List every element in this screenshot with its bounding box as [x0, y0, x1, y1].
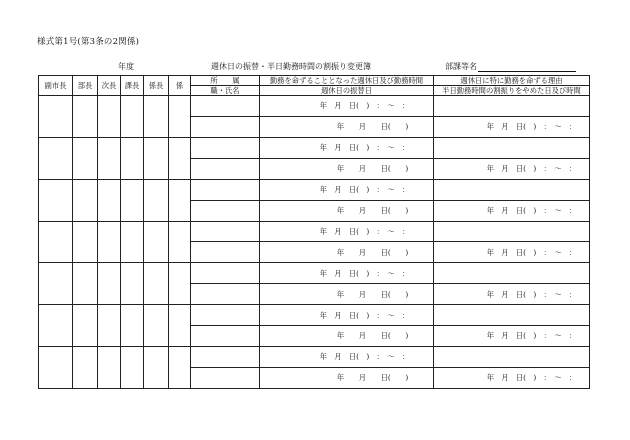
stamp-deputy-director-cell[interactable]	[98, 263, 121, 305]
name-cell[interactable]	[191, 158, 260, 179]
halfday-date-cell[interactable]: 年 月 日( ) ： ～ ：	[434, 367, 590, 388]
work-date-cell[interactable]: 年 月 日( ) ： ～ ：	[260, 221, 434, 242]
stamp-section-chief-cell[interactable]	[121, 305, 144, 347]
stamp-unit-chief-cell[interactable]	[144, 137, 169, 179]
work-day-header: 勤務を命ずることとなった週休日及び勤務時間	[260, 76, 434, 86]
transfer-date-cell[interactable]: 年 月 日( )	[260, 284, 434, 305]
stamp-staff-cell[interactable]	[169, 96, 191, 138]
name-cell[interactable]	[191, 200, 260, 221]
reason-cell[interactable]	[434, 263, 590, 284]
stamp-staff-cell[interactable]	[169, 305, 191, 347]
stamp-staff-cell[interactable]	[169, 347, 191, 389]
entry-row	[39, 263, 590, 284]
name-cell[interactable]	[191, 116, 260, 137]
stamp-vice-mayor-cell[interactable]	[39, 179, 73, 221]
stamp-vice-mayor-cell[interactable]	[39, 137, 73, 179]
transfer-day-header: 週休日の振替日	[260, 86, 434, 96]
stamp-vice-mayor-cell[interactable]	[39, 221, 73, 263]
approver-header-director: 部長	[73, 76, 98, 96]
stamp-staff-cell[interactable]	[169, 263, 191, 305]
fiscal-year-label: 年度	[118, 62, 134, 71]
entry-row	[39, 305, 590, 326]
reason-cell[interactable]	[434, 179, 590, 200]
stamp-unit-chief-cell[interactable]	[144, 305, 169, 347]
stamp-unit-chief-cell[interactable]	[144, 221, 169, 263]
name-cell[interactable]	[191, 284, 260, 305]
department-underline	[478, 63, 576, 72]
name-cell[interactable]	[191, 242, 260, 263]
affiliation-header: 所 属	[191, 76, 260, 86]
stamp-deputy-director-cell[interactable]	[98, 347, 121, 389]
affiliation-cell[interactable]	[191, 221, 260, 242]
stamp-director-cell[interactable]	[73, 263, 98, 305]
transfer-date-cell[interactable]: 年 月 日( )	[260, 367, 434, 388]
stamp-vice-mayor-cell[interactable]	[39, 263, 73, 305]
affiliation-cell[interactable]	[191, 305, 260, 326]
affiliation-cell[interactable]	[191, 137, 260, 158]
stamp-deputy-director-cell[interactable]	[98, 179, 121, 221]
reason-cell[interactable]	[434, 96, 590, 117]
stamp-staff-cell[interactable]	[169, 179, 191, 221]
stamp-deputy-director-cell[interactable]	[98, 137, 121, 179]
entry-row	[39, 221, 590, 242]
stamp-section-chief-cell[interactable]	[121, 137, 144, 179]
stamp-deputy-director-cell[interactable]	[98, 305, 121, 347]
stamp-vice-mayor-cell[interactable]	[39, 347, 73, 389]
entry-row	[39, 347, 590, 368]
affiliation-cell[interactable]	[191, 96, 260, 117]
department-label: 部課等名	[445, 62, 477, 71]
transfer-date-cell[interactable]: 年 月 日( )	[260, 116, 434, 137]
stamp-deputy-director-cell[interactable]	[98, 221, 121, 263]
approver-header-staff: 係	[169, 76, 191, 96]
transfer-date-cell[interactable]: 年 月 日( )	[260, 326, 434, 347]
stamp-director-cell[interactable]	[73, 347, 98, 389]
stamp-section-chief-cell[interactable]	[121, 221, 144, 263]
transfer-date-cell[interactable]: 年 月 日( )	[260, 242, 434, 263]
entry-row	[39, 179, 590, 200]
halfday-date-cell[interactable]: 年 月 日( ) ： ～ ：	[434, 158, 590, 179]
stamp-section-chief-cell[interactable]	[121, 263, 144, 305]
halfday-date-cell[interactable]: 年 月 日( ) ： ～ ：	[434, 284, 590, 305]
reason-header: 週休日に特に勤務を命ずる理由	[434, 76, 590, 86]
entry-row	[39, 137, 590, 158]
reason-cell[interactable]	[434, 221, 590, 242]
stamp-section-chief-cell[interactable]	[121, 347, 144, 389]
stamp-deputy-director-cell[interactable]	[98, 96, 121, 138]
work-date-cell[interactable]: 年 月 日( ) ： ～ ：	[260, 137, 434, 158]
name-header: 職・氏名	[191, 86, 260, 96]
work-date-cell[interactable]: 年 月 日( ) ： ～ ：	[260, 305, 434, 326]
work-date-cell[interactable]: 年 月 日( ) ： ～ ：	[260, 96, 434, 117]
form-number: 様式第1号(第3条の2関係)	[37, 37, 140, 47]
entry-row	[39, 96, 590, 117]
stamp-vice-mayor-cell[interactable]	[39, 305, 73, 347]
stamp-section-chief-cell[interactable]	[121, 96, 144, 138]
stamp-director-cell[interactable]	[73, 137, 98, 179]
stamp-director-cell[interactable]	[73, 96, 98, 138]
approver-header-deputy-director: 次長	[98, 76, 121, 96]
approver-header-vice-mayor: 副市長	[39, 76, 73, 96]
transfer-date-cell[interactable]: 年 月 日( )	[260, 200, 434, 221]
affiliation-cell[interactable]	[191, 263, 260, 284]
stamp-unit-chief-cell[interactable]	[144, 179, 169, 221]
approver-header-unit-chief: 係長	[144, 76, 169, 96]
name-cell[interactable]	[191, 326, 260, 347]
halfday-date-cell[interactable]: 年 月 日( ) ： ～ ：	[434, 200, 590, 221]
work-date-cell[interactable]: 年 月 日( ) ： ～ ：	[260, 263, 434, 284]
stamp-unit-chief-cell[interactable]	[144, 347, 169, 389]
stamp-unit-chief-cell[interactable]	[144, 263, 169, 305]
reason-cell[interactable]	[434, 347, 590, 368]
halfday-date-cell[interactable]: 年 月 日( ) ： ～ ：	[434, 116, 590, 137]
halfday-date-cell[interactable]: 年 月 日( ) ： ～ ：	[434, 326, 590, 347]
stamp-unit-chief-cell[interactable]	[144, 96, 169, 138]
department-field[interactable]	[445, 61, 576, 72]
reason-cell[interactable]	[434, 305, 590, 326]
document-title: 週休日の振替・半日勤務時間の割振り変更簿	[211, 62, 371, 71]
halfday-date-cell[interactable]: 年 月 日( ) ： ～ ：	[434, 242, 590, 263]
stamp-vice-mayor-cell[interactable]	[39, 96, 73, 138]
approver-header-section-chief: 課長	[121, 76, 144, 96]
halfday-header: 半日勤務時間の割振りをやめた日及び時間	[434, 86, 590, 96]
stamp-staff-cell[interactable]	[169, 221, 191, 263]
affiliation-cell[interactable]	[191, 347, 260, 368]
stamp-staff-cell[interactable]	[169, 137, 191, 179]
work-date-cell[interactable]: 年 月 日( ) ： ～ ：	[260, 347, 434, 368]
reason-cell[interactable]	[434, 137, 590, 158]
name-cell[interactable]	[191, 367, 260, 388]
stamp-director-cell[interactable]	[73, 179, 98, 221]
stamp-director-cell[interactable]	[73, 305, 98, 347]
affiliation-cell[interactable]	[191, 179, 260, 200]
change-register-table	[38, 75, 590, 389]
work-date-cell[interactable]: 年 月 日( ) ： ～ ：	[260, 179, 434, 200]
stamp-section-chief-cell[interactable]	[121, 179, 144, 221]
stamp-director-cell[interactable]	[73, 221, 98, 263]
transfer-date-cell[interactable]: 年 月 日( )	[260, 158, 434, 179]
